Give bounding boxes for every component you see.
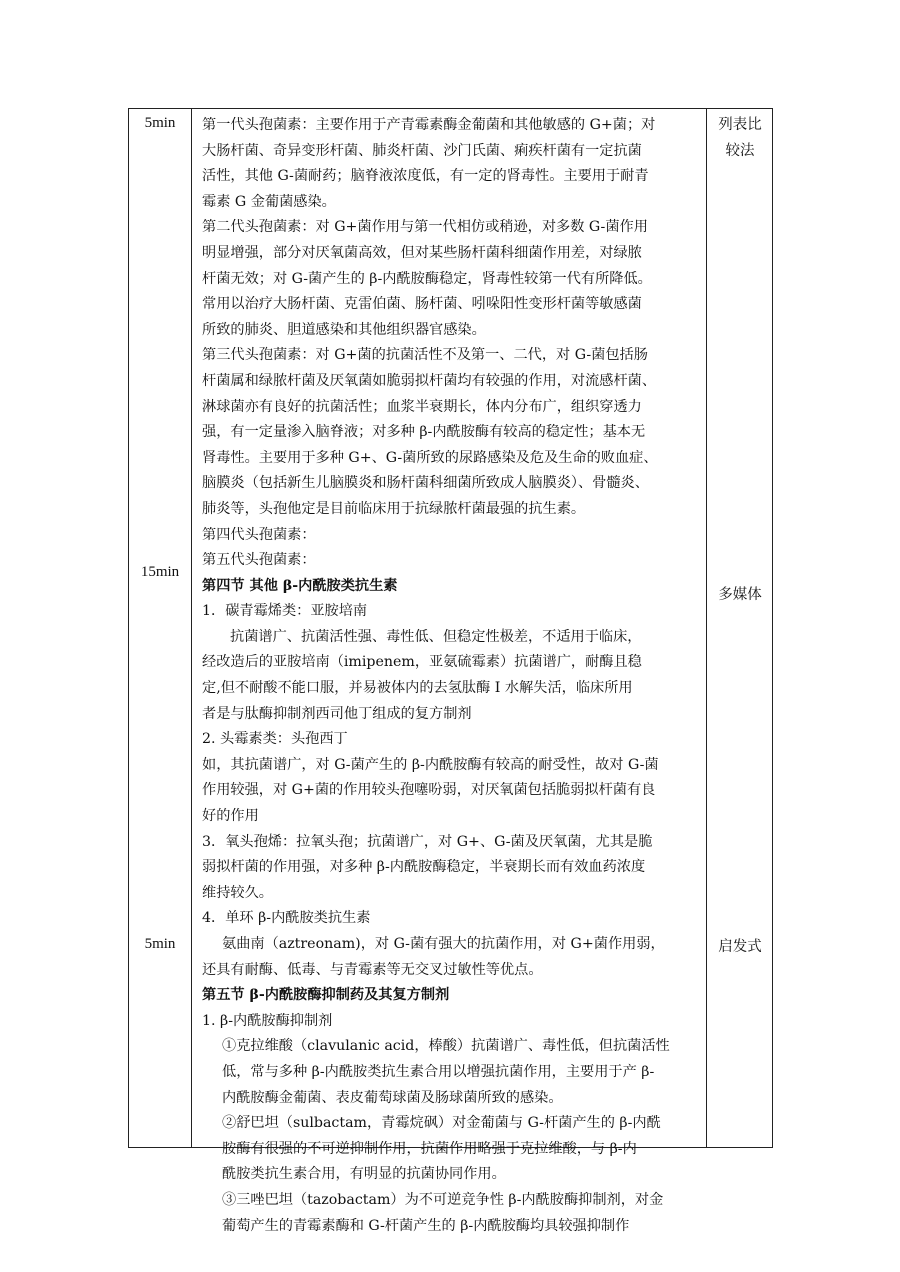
text-line: 肾毒性。主要用于多种 G+、G-菌所致的尿路感染及危及生命的败血症、 <box>202 449 658 466</box>
column-divider <box>706 109 707 1147</box>
method-cell: 多媒体 <box>718 587 762 603</box>
time-cell: 15min <box>140 564 180 580</box>
text-line: 2. 头霉素类：头孢西丁 <box>202 731 348 748</box>
text-line: 经改造后的亚胺培南（imipenem，亚氨硫霉素）抗菌谱广，耐酶且稳 <box>202 654 642 671</box>
text-line: 如，其抗菌谱广，对 G-菌产生的 β-内酰胺酶有较高的耐受性，故对 G-菌 <box>202 756 659 773</box>
text-line: 者是与肽酶抑制剂西司他丁组成的复方制剂 <box>202 705 472 722</box>
text-line: 1．碳青霉烯类：亚胺培南 <box>202 603 368 620</box>
text-line: ②舒巴坦（sulbactam，青霉烷砜）对金葡菌与 G-杆菌产生的 β-内酰 <box>222 1115 661 1132</box>
text-line: ③三唑巴坦（tazobactam）为不可逆竞争性 β-内酰胺酶抑制剂，对金 <box>222 1191 664 1208</box>
method-cell: 列表比较法 <box>718 117 762 159</box>
text-line: 第三代头孢菌素：对 G+菌的抗菌活性不及第一、二代，对 G-菌包括肠 <box>202 347 648 364</box>
text-line: 弱拟杆菌的作用强，对多种 β-内酰胺酶稳定，半衰期长而有效血药浓度 <box>202 859 646 876</box>
text-line: 维持较久。 <box>202 884 273 901</box>
text-line: 定,但不耐酸不能口服，并易被体内的去氢肽酶 I 水解失活，临床所用 <box>202 680 633 697</box>
text-line: 4．单环 β-内酰胺类抗生素 <box>202 910 371 927</box>
text-line: 所致的肺炎、胆道感染和其他组织器官感染。 <box>202 321 486 338</box>
text-line: 抗菌谱广、抗菌活性强、毒性低、但稳定性极差，不适用于临床， <box>230 628 642 645</box>
text-line: 杆菌无效；对 G-菌产生的 β-内酰胺酶稳定，肾毒性较第一代有所降低。 <box>202 270 652 287</box>
text-line: 作用较强，对 G+菌的作用较头孢噻吩弱，对厌氧菌包括脆弱拟杆菌有良 <box>202 782 656 799</box>
text-line: 还具有耐酶、低毒、与青霉素等无交叉过敏性等优点。 <box>202 961 543 978</box>
text-line: 强，有一定量渗入脑脊液；对多种 β-内酰胺酶有较高的稳定性；基本无 <box>202 424 646 441</box>
text-line: 第五代头孢菌素： <box>202 552 316 569</box>
text-line: 肺炎等，头孢他定是目前临床用于抗绿脓杆菌最强的抗生素。 <box>202 500 586 517</box>
text-line: 霉素 G 金葡菌感染。 <box>202 193 336 210</box>
text-line: 常用以治疗大肠杆菌、克雷伯菌、肠杆菌、吲哚阳性变形杆菌等敏感菌 <box>202 296 642 313</box>
text-line: ①克拉维酸（clavulanic acid，棒酸）抗菌谱广、毒性低，但抗菌活性 <box>222 1038 670 1055</box>
text-line: 内酰胺酶金葡菌、表皮葡萄球菌及肠球菌所致的感染。 <box>222 1089 563 1106</box>
text-line: 1. β-内酰胺酶抑制剂 <box>202 1012 333 1029</box>
method-cell: 启发式 <box>718 939 762 955</box>
text-line: 酰胺类抗生素合用，有明显的抗菌协同作用。 <box>222 1166 506 1183</box>
time-cell: 5min <box>144 115 176 131</box>
text-line: 杆菌属和绿脓杆菌及厌氧菌如脆弱拟杆菌均有较强的作用，对流感杆菌、 <box>202 372 657 389</box>
text-line: 低，常与多种 β-内酰胺类抗生素合用以增强抗菌作用，主要用于产 β- <box>222 1063 655 1080</box>
text-line: 好的作用 <box>202 808 259 825</box>
text-line: 氨曲南（aztreonam)，对 G-菌有强大的抗菌作用，对 G+菌作用弱， <box>222 936 665 952</box>
text-line: 第四代头孢菌素： <box>202 526 316 543</box>
text-line: 葡萄产生的青霉素酶和 G-杆菌产生的 β-内酰胺酶均具较强抑制作 <box>222 1217 630 1234</box>
text-line: 大肠杆菌、奇异变形杆菌、肺炎杆菌、沙门氏菌、痢疾杆菌有一定抗菌 <box>202 142 642 159</box>
column-divider <box>191 109 192 1147</box>
text-line: 第一代头孢菌素：主要作用于产青霉素酶金葡菌和其他敏感的 G+菌；对 <box>202 117 656 133</box>
text-line: 胺酶有很强的不可逆抑制作用，抗菌作用略强于克拉维酸，与 β-内 <box>222 1140 637 1157</box>
text-line: 3．氧头孢烯：拉氧头孢；抗菌谱广，对 G+、G-菌及厌氧菌，尤其是脆 <box>202 833 653 850</box>
time-cell: 5min <box>144 936 176 952</box>
text-line: 脑膜炎（包括新生儿脑膜炎和肠杆菌科细菌所致成人脑膜炎）、骨髓炎、 <box>202 475 649 492</box>
text-line: 活性，其他 G-菌耐药；脑脊液浓度低，有一定的肾毒性。主要用于耐青 <box>202 168 649 185</box>
text-line: 淋球菌亦有良好的抗菌活性；血浆半衰期长，体内分布广，组织穿透力 <box>202 398 642 415</box>
text-line: 第二代头孢菌素：对 G+菌作用与第一代相仿或稍逊，对多数 G-菌作用 <box>202 219 648 236</box>
section-heading: 第四节 其他 β-内酰胺类抗生素 <box>202 577 398 594</box>
section-heading: 第五节 β-内酰胺酶抑制药及其复方制剂 <box>202 987 450 1004</box>
text-line: 明显增强，部分对厌氧菌高效，但对某些肠杆菌科细菌作用差，对绿脓 <box>202 244 642 261</box>
lesson-plan-table <box>128 108 773 1234</box>
lesson-content <box>202 113 702 1239</box>
